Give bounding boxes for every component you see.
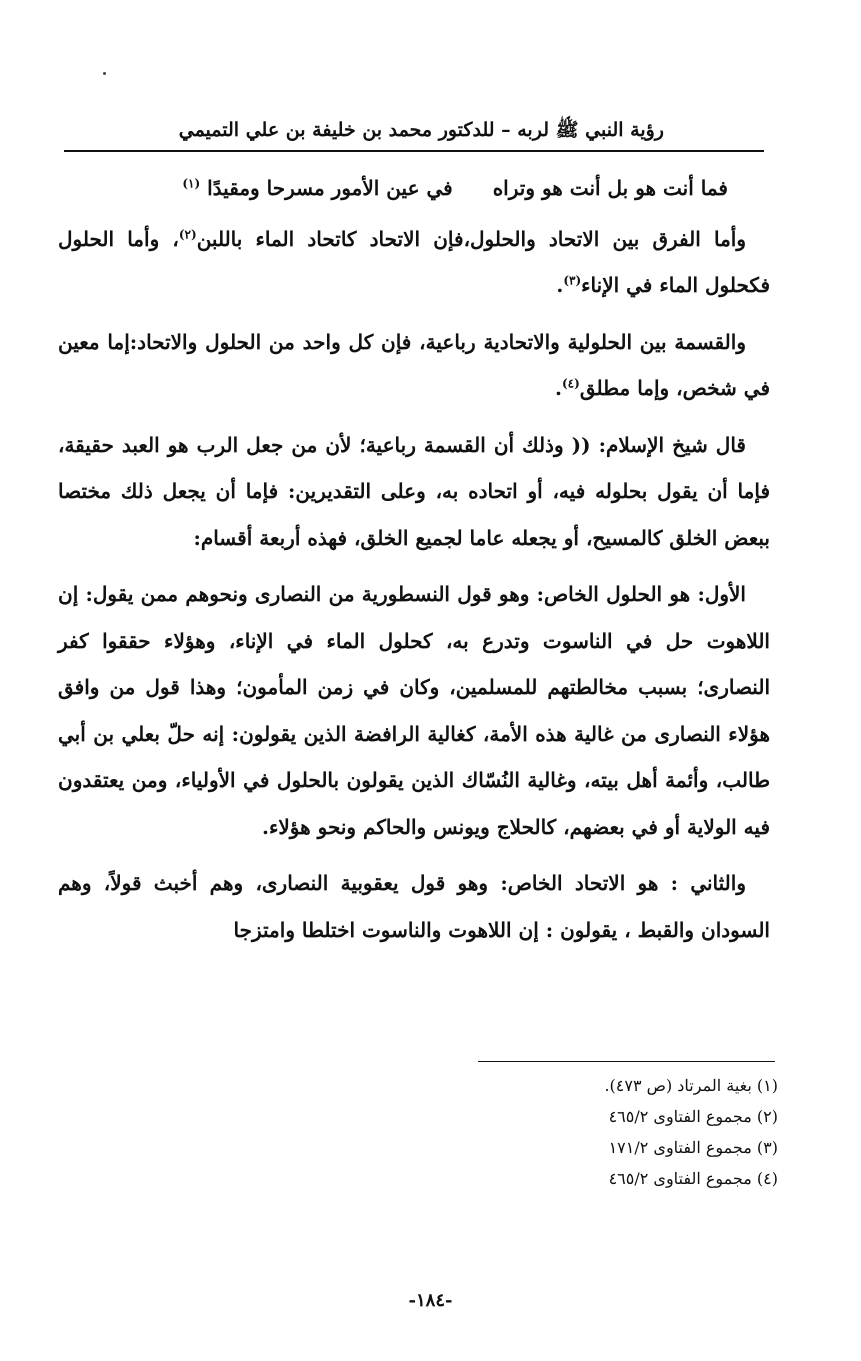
paragraph-quote: قال شيخ الإسلام: (( وذلك أن القسمة رباعية؛ لأن من جعل الرب هو العبد حقيقة، فإما أن يقول بحلوله فيه، أو اتحاده به، وعلى التقديرين: فإما أن يجعل ذلك مختصا ببعض الخلق كالمسيح، أو يجعله عاما لجميع الخلق، فهذه أربعة أقسام: — [58, 432, 770, 550]
verse-second-hemistich — [182, 165, 452, 212]
paragraph-second-category: والثاني : هو الاتحاد الخاص: وهو قول يعقوبية النصارى، وهم أخبث قولاً، وهم السودان والقبط ، يقولون : إن اللاهوت والناسوت اختلطا وامتزجا — [58, 871, 770, 942]
main-text — [58, 165, 770, 953]
paragraph-difference-part-b: ، وأما الحلول فكحلول الماء في الإناء — [58, 226, 770, 297]
footnote-ref-4: (٤) — [561, 376, 580, 391]
page-number: -١٨٤- — [408, 1290, 453, 1311]
paragraph-division — [58, 319, 770, 412]
paragraph-difference-end: . — [556, 273, 564, 297]
footnote-ref-3: (٣) — [563, 273, 582, 288]
footnote-ref-2: (٢) — [178, 226, 197, 241]
footnote-ref-1: (١) — [182, 176, 201, 191]
paragraph-first-category: الأول: هو الحلول الخاص: وهو قول النسطورية من النصارى ونحوهم ممن يقول: إن اللاهوت حل في الناسوت وتدرع به، كحلول الماء في الإناء، وهؤلاء حققوا كفر النصارى؛ بسبب مخالطتهم للمسلمين، وكان في زمن المأمون؛ وهذا قول من وافق هؤلاء النصارى من غالية هذه الأمة، كغالية الرافضة الذين يقولون: إنه حلّ بعلي بن أبي طالب، وأئمة أهل بيته، وغالية النُسّاك الذين يقولون بالحلول في الأولياء، ومن يعتقدون فيه الولاية أو في بعضهم، كالحلاج ويونس والحاكم ونحو هؤلاء. — [58, 582, 770, 839]
footnote-separator — [478, 1061, 775, 1062]
paragraph-difference — [58, 216, 770, 309]
footnote-4: (٤) مجموع الفتاوى ٤٦٥/٢ — [608, 1169, 778, 1188]
header-title: رؤية النبي ﷺ لربه – للدكتور محمد بن خليفة بن علي التميمي — [178, 119, 664, 141]
footnote-2: (٢) مجموع الفتاوى ٤٦٥/٢ — [608, 1107, 778, 1126]
footnotes — [300, 1070, 778, 1194]
footnote-3: (٣) مجموع الفتاوى ١٧١/٢ — [608, 1138, 778, 1157]
scan-speck — [103, 72, 106, 75]
running-header — [64, 112, 764, 152]
poem-verse — [58, 165, 770, 212]
paragraph-division-text: والقسمة بين الحلولية والاتحادية رباعية، فإن كل واحد من الحلول والاتحاد:إما معين في شخص، وإما مطلق — [58, 329, 770, 400]
paragraph-division-end: . — [555, 376, 562, 400]
verse-first-hemistich: فما أنت هو بل أنت هو وتراه — [492, 176, 728, 200]
verse-second-text: في عين الأمور مسرحا ومقيدًا — [207, 176, 453, 200]
footnote-1: (١) بغية المرتاد (ص ٤٧٣). — [604, 1076, 778, 1095]
header-rule — [64, 150, 764, 152]
paragraph-difference-part-a: وأما الفرق بين الاتحاد والحلول،فإن الاتحاد كاتحاد الماء باللبن — [196, 226, 746, 251]
